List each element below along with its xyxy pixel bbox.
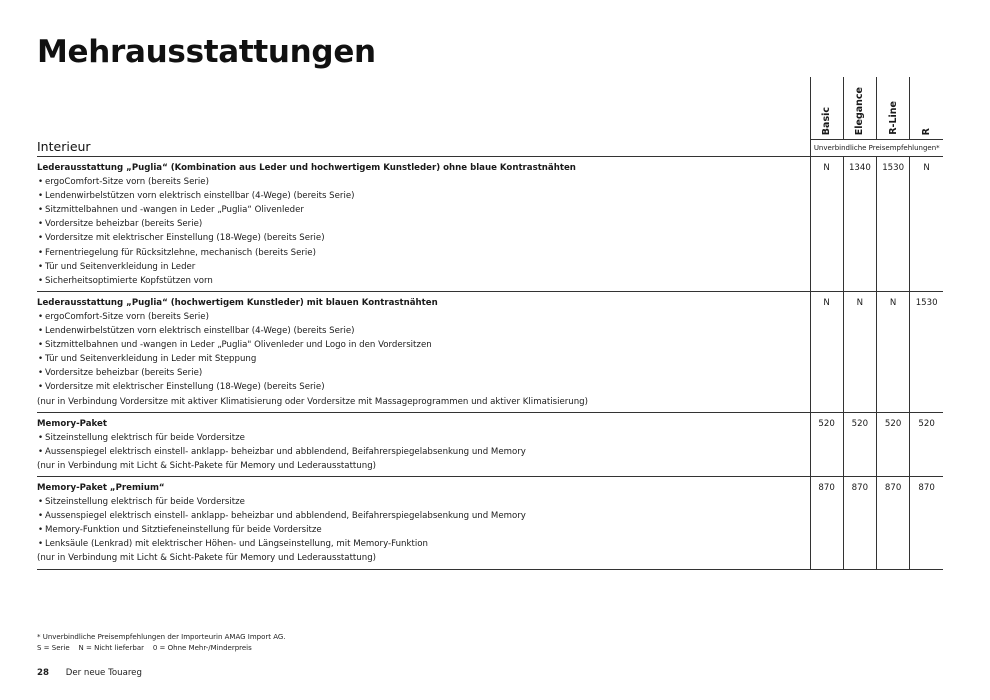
package-item-text: Sitzmittelbahnen und -wangen in Leder „Puglia" Olivenleder und Logo in den Vordersitzen	[45, 340, 432, 351]
price-value-r-line: 520	[877, 412, 910, 476]
package-item-text: Vordersitze mit elektrischer Einstellung (18-Wege) (bereits Serie)	[45, 382, 325, 393]
package-item	[37, 523, 810, 537]
package-item	[37, 509, 810, 523]
package-title: Memory-Paket „Premium“	[37, 482, 165, 493]
model-header-r	[910, 77, 943, 140]
package-item	[37, 189, 810, 203]
package-item	[37, 203, 810, 217]
package-item-text: Lendenwirbelstützen vorn elektrisch einstellbar (4-Wege) (bereits Serie)	[45, 191, 355, 202]
footnotes	[37, 632, 286, 654]
package-title: Lederausstattung „Puglia“ (Kombination aus Leder und hochwertigem Kunstleder) ohne blaue Kontrastnähten	[37, 163, 576, 173]
price-value-basic: 520	[810, 412, 843, 476]
price-value-basic: N	[810, 291, 843, 412]
model-header-r-line	[877, 77, 910, 140]
price-value-basic: N	[810, 157, 843, 292]
package-item	[37, 231, 810, 245]
package-note: (nur in Verbindung mit Licht & Sicht-Pakete für Memory und Lederausstattung)	[37, 553, 377, 564]
page-title: Mehrausstattungen	[37, 34, 376, 70]
package-item-text: Vordersitze beheizbar (bereits Serie)	[45, 219, 203, 230]
price-value-elegance: N	[843, 291, 876, 412]
price-value-r-line: N	[877, 291, 910, 412]
price-value-r: N	[910, 157, 943, 292]
package-row	[37, 476, 943, 569]
footnote-price-disclaimer: * Unverbindliche Preisempfehlungen der Importeurin AMAG Import AG.	[37, 633, 286, 641]
package-row	[37, 291, 943, 412]
price-value-r-line: 870	[877, 476, 910, 569]
table-header-row	[37, 77, 943, 140]
package-item-text: ergoComfort-Sitze vorn (bereits Serie)	[45, 177, 209, 188]
package-item	[37, 260, 810, 274]
price-note: Unverbindliche Preisempfehlungen*	[810, 140, 943, 157]
price-value-r: 1530	[910, 291, 943, 412]
model-label: R	[921, 127, 933, 135]
package-title: Lederausstattung „Puglia“ (hochwertigem Kunstleder) mit blauen Kontrastnähten	[37, 297, 438, 308]
package-description	[37, 412, 810, 476]
package-item-text: Vordersitze beheizbar (bereits Serie)	[45, 368, 203, 379]
package-item-text: Sitzeinstellung elektrisch für beide Vordersitze	[45, 432, 245, 443]
footnote-legend: S = Serie N = Nicht lieferbar 0 = Ohne Mehr-/Minderpreis	[37, 644, 252, 652]
package-item	[37, 445, 810, 459]
package-item-text: Fernentriegelung für Rücksitzlehne, mechanisch (bereits Serie)	[45, 247, 316, 258]
package-description	[37, 157, 810, 292]
package-item	[37, 380, 810, 394]
package-item-text: Memory-Funktion und Sitztiefeneinstellung für beide Vordersitze	[45, 525, 322, 536]
package-title: Memory-Paket	[37, 418, 107, 429]
package-item-text: Sitzeinstellung elektrisch für beide Vordersitze	[45, 497, 245, 508]
model-header-elegance	[843, 77, 876, 140]
package-description	[37, 291, 810, 412]
package-item-text: Tür und Seitenverkleidung in Leder	[45, 261, 196, 272]
price-value-elegance: 520	[843, 412, 876, 476]
publication-title: Der neue Touareg	[65, 668, 142, 678]
package-item	[37, 274, 810, 288]
package-item	[37, 495, 810, 509]
page-number: 28	[37, 668, 49, 678]
model-label: R-Line	[887, 101, 899, 135]
package-item	[37, 310, 810, 324]
section-title: Interieur	[37, 139, 91, 154]
package-item	[37, 537, 810, 551]
price-value-r-line: 1530	[877, 157, 910, 292]
price-value-elegance: 1340	[843, 157, 876, 292]
package-item-text: Sicherheitsoptimierte Kopfstützen vorn	[45, 275, 213, 286]
package-item-text: Aussenspiegel elektrisch einstell- anklapp- beheizbar und abblendend, Beifahrerspiegelabsenkung und Memory	[45, 511, 526, 522]
package-row	[37, 412, 943, 476]
package-item-text: Lenksäule (Lenkrad) mit elektrischer Höhen- und Längseinstellung, mit Memory-Funktion	[45, 539, 428, 550]
package-item	[37, 338, 810, 352]
price-value-r: 870	[910, 476, 943, 569]
package-item	[37, 431, 810, 445]
package-item	[37, 366, 810, 380]
package-item	[37, 324, 810, 338]
page-footer	[37, 668, 142, 678]
price-value-basic: 870	[810, 476, 843, 569]
package-item	[37, 175, 810, 189]
package-item-text: Vordersitze mit elektrischer Einstellung (18-Wege) (bereits Serie)	[45, 233, 325, 244]
price-value-r: 520	[910, 412, 943, 476]
package-item-text: Tür und Seitenverkleidung in Leder mit Steppung	[45, 354, 257, 365]
equipment-table-body	[37, 77, 943, 569]
package-note: (nur in Verbindung Vordersitze mit aktiver Klimatisierung oder Vordersitze mit Massageprogrammen und aktiver Klimatisierung)	[37, 396, 588, 407]
package-item	[37, 217, 810, 231]
package-item-text: Lendenwirbelstützen vorn elektrisch einstellbar (4-Wege) (bereits Serie)	[45, 326, 355, 337]
model-label: Basic	[821, 106, 833, 135]
model-label: Elegance	[854, 86, 866, 135]
package-item-text: Aussenspiegel elektrisch einstell- anklapp- beheizbar und abblendend, Beifahrerspiegelabsenkung und Memory	[45, 446, 526, 457]
package-item-text: ergoComfort-Sitze vorn (bereits Serie)	[45, 311, 209, 322]
package-item	[37, 246, 810, 260]
equipment-table-wrap	[37, 77, 943, 570]
package-description	[37, 476, 810, 569]
package-item-text: Sitzmittelbahnen und -wangen in Leder „Puglia“ Olivenleder	[45, 205, 304, 216]
package-row	[37, 157, 943, 292]
model-header-basic	[810, 77, 843, 140]
package-note: (nur in Verbindung mit Licht & Sicht-Pakete für Memory und Lederausstattung)	[37, 460, 377, 471]
equipment-table	[37, 77, 943, 570]
package-item	[37, 352, 810, 366]
price-value-elegance: 870	[843, 476, 876, 569]
